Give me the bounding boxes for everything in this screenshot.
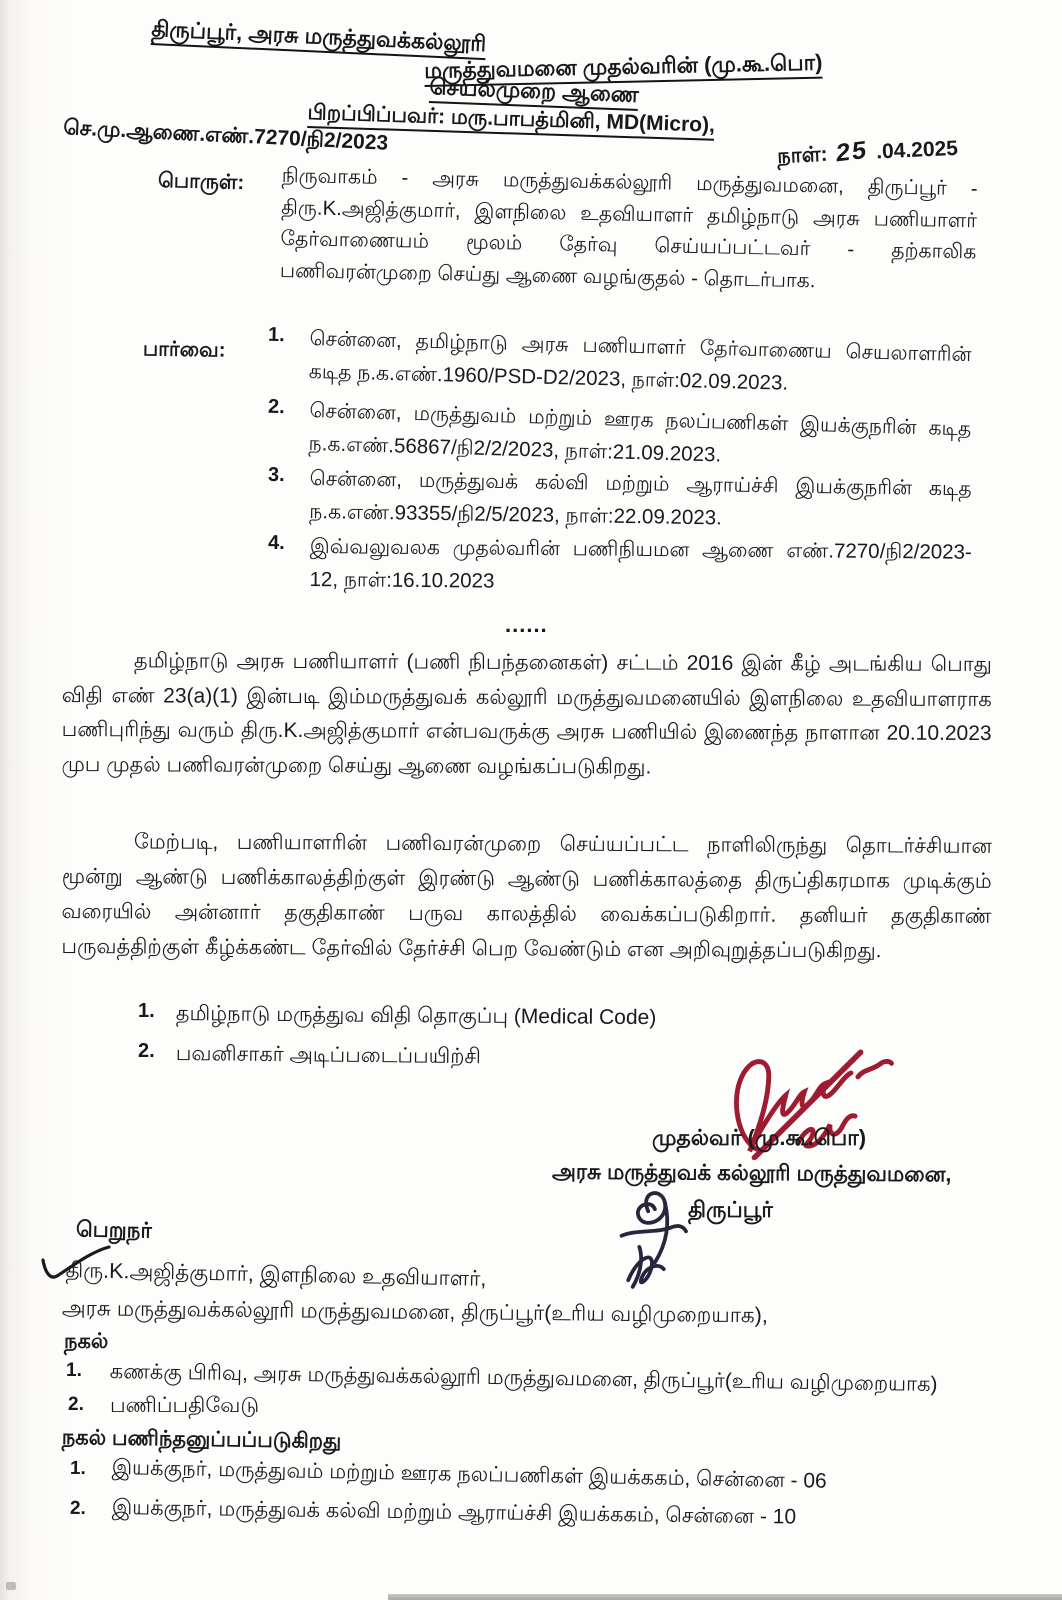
copies-heading: நகல் [64, 1330, 109, 1353]
reference-item-3-text: சென்னை, மருத்துவக் கல்வி மற்றும் ஆராய்ச்சி இயக்குநரின் கடித ந.க.எண்.93355/நி2/5/2023, நாள்:22.09.2023. [309, 466, 972, 530]
forwarded-item-2-text: இயக்குநர், மருத்துவக் கல்வி மற்றும் ஆராய்ச்சி இயக்ககம், சென்னை - 10 [111, 1495, 797, 1529]
signatory-designation: முதல்வர் (மு.கூ.பொ) [652, 1125, 867, 1150]
received-signature [606, 1182, 706, 1294]
forwarded-heading: நகல் பணிந்தனுப்பப்படுகிறது [61, 1425, 342, 1453]
copy-item-2-text: பணிப்பதிவேடு [110, 1394, 260, 1417]
exam-item-1-text: தமிழ்நாடு மருத்துவ விதி தொகுப்பு (Medical Code) [175, 1001, 657, 1030]
copy-item-2-number: 2. [68, 1394, 84, 1415]
reference-item-2-text: சென்னை, மருத்துவம் மற்றும் ஊரக நலப்பணிகள் இயக்குநரின் கடித ந.க.எண்.56867/நி2/2/2023, நாள்:21.09.2023. [308, 398, 972, 467]
scan-artifact-mark [6, 1582, 16, 1590]
order-number: செ.மு.ஆணை.எண்.7270/நி2/2023 [62, 116, 389, 155]
reference-item-2-number: 2. [267, 395, 285, 419]
references-label: பார்வை: [142, 337, 226, 362]
title-line-3-text: செயல்முறை ஆணை [429, 74, 639, 111]
signatory-place: திருப்பூர் [688, 1197, 773, 1222]
recipient-heading: பெறுநர் [75, 1217, 152, 1243]
date-label: நாள்: [776, 142, 829, 169]
forwarded-item-2-number: 2. [69, 1497, 87, 1520]
date-line [777, 133, 959, 173]
forwarded-item-1-text: இயக்குநர், மருத்துவம் மற்றும் ஊரக நலப்பணிகள் இயக்ககம், சென்னை - 06 [111, 1455, 827, 1493]
copy-item-1-text: கணக்கு பிரிவு, அரசு மருத்துவக்கல்லூரி மருத்துவமனை, திருப்பூர்(உரிய வழிமுறையாக) [109, 1359, 938, 1396]
exam-item-2-text: பவனிசாகர் அடிப்படைப்பயிற்சி [175, 1041, 482, 1069]
signatory-organisation: அரசு மருத்துவக் கல்லூரி மருத்துவமனை, [551, 1159, 952, 1187]
recipient-line-2: அரசு மருத்துவக்கல்லூரி மருத்துவமனை, திருப்பூர்(உரிய வழிமுறையாக), [61, 1295, 769, 1328]
title-line-2-text: மருத்துவமனை முதல்வரின் (மு.கூ.பொ) [424, 50, 823, 87]
exam-item-1-number: 1. [138, 1000, 155, 1022]
date-rest: .04.2025 [875, 136, 959, 164]
reference-item-3-number: 3. [267, 463, 285, 487]
title-line-1-text: திருப்பூர், அரசு மருத்துவக்கல்லூரி [151, 16, 487, 60]
separator-dots: ...... [505, 612, 548, 637]
reference-item-4-text: இவ்வலுவலக முதல்வரின் பணிநியமன ஆணை எண்.7270/நி2/2023-12, நாள்:16.10.2023 [309, 534, 972, 593]
scan-artifact-strip [388, 1594, 1062, 1600]
copy-item-1-number: 1. [66, 1360, 82, 1381]
subject-label: பொருள்: [157, 168, 245, 195]
subject-text: நிருவாகம் - அரசு மருத்துவக்கல்லூரி மருத்துவமனை, திருப்பூர் - திரு.K.அஜித்குமார், இளநிலை உதவியாளர் தமிழ்நாடு அரசு பணியாளர் தேர்வாணையம் மூலம் தேர்வு செய்யப்பட்டவர் - தற்காலிக பணிவரன்முறை செய்து ஆணை வழங்குதல் - தொடர்பாக. [279, 163, 978, 292]
forwarded-item-1-number: 1. [69, 1457, 87, 1480]
exam-item-2-number: 2. [138, 1040, 155, 1062]
title-line-1 [151, 16, 487, 60]
issuer-line-text: பிறப்பிப்பவர்: மரு.பாபத்மினி, MD(Micro), [307, 101, 715, 141]
reference-item-1-number: 1. [267, 323, 285, 347]
recipient-line-1: திரு.K.அஜித்குமார், இளநிலை உதவியாளர், [65, 1257, 487, 1291]
body-paragraph-2: மேற்படி, பணியாளரின் பணிவரன்முறை செய்யப்பட்ட நாளிலிருந்து தொடர்ச்சியான மூன்று ஆண்டு பணிக்காலத்திற்குள் இரண்டு ஆண்டு பணிக்காலத்தை திருப்திகரமாக முடிக்கும் வரையில் அன்னார் தகுதிகாண் பருவ காலத்தில் வைக்கப்படுகிறார். தனியர் தகுதிகாண் பருவத்திற்குள் கீழ்க்கண்ட தேர்வில் தேர்ச்சி பெற வேண்டும் என அறிவுறுத்தப்படுகிறது. [61, 830, 992, 963]
date-day-handwritten: 25 [835, 135, 869, 168]
reference-item-1-text: சென்னை, தமிழ்நாடு அரசு பணியாளர் தேர்வாணைய செயலாளரின் கடித ந.க.எண்.1960/PSD-D2/2023, நாள்:02.09.2023. [308, 326, 972, 395]
body-paragraph-1: தமிழ்நாடு அரசு பணியாளர் (பணி நிபந்தனைகள்) சட்டம் 2016 இன் கீழ் அடங்கிய பொது விதி எண் 23(a)(1) இன்படி இம்மருத்துவக் கல்லூரி மருத்துவமனையில் இளநிலை உதவியாளராக பணிபுரிந்து வரும் திரு.K.அஜித்குமார் என்பவருக்கு அரசு பணியில் இணைந்த நாளான 20.10.2023 முப முதல் பணிவரன்முறை செய்து ஆணை வழங்கப்படுகிறது. [61, 649, 992, 779]
reference-item-4-number: 4. [267, 531, 285, 555]
